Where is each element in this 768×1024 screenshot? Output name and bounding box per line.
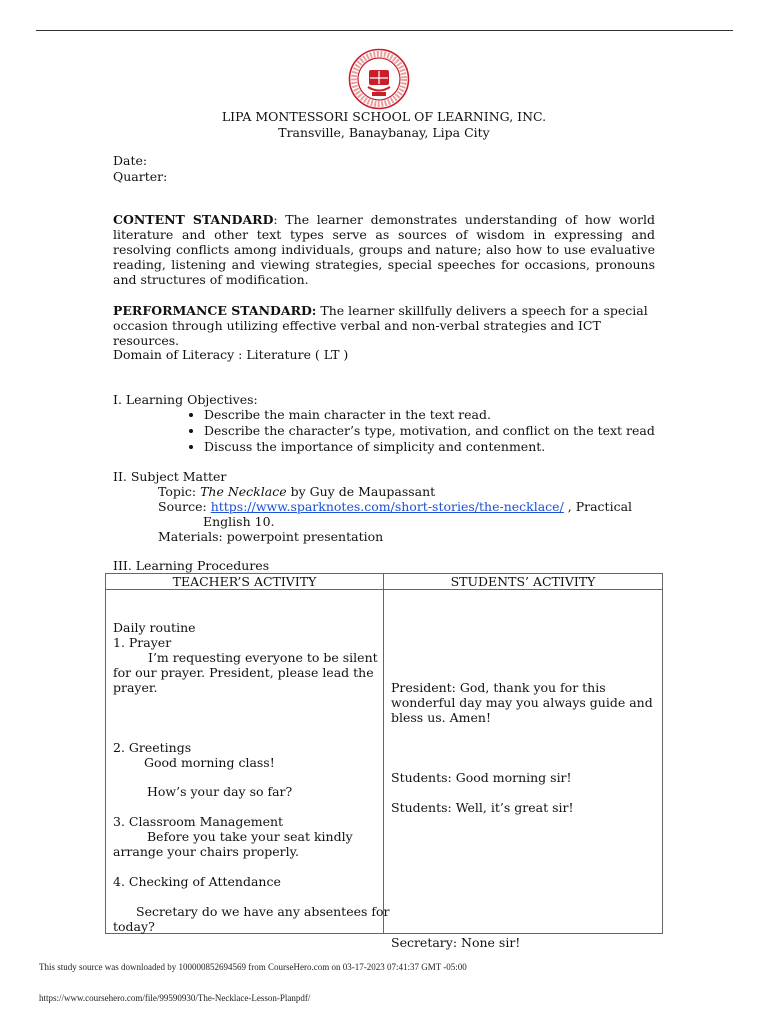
prayer-line-1: I’m requesting everyone to be silent xyxy=(148,650,378,665)
school-name: LIPA MONTESSORI SCHOOL OF LEARNING, INC. xyxy=(221,109,547,124)
content-standard-label: CONTENT STANDARD xyxy=(113,212,274,227)
prayer-line-2: for our prayer. President, please lead the xyxy=(113,665,374,680)
topic-title: The Necklace xyxy=(200,484,287,499)
source-label: Source: xyxy=(158,499,211,514)
school-address: Transville, Banaybanay, Lipa City xyxy=(278,125,490,140)
table-row xyxy=(106,590,663,934)
objectives-heading: I. Learning Objectives: xyxy=(113,392,258,407)
download-note: This study source was downloaded by 100000852694569 from CourseHero.com on 03-17-2023 07:41:37 GMT -05:00 xyxy=(39,962,467,972)
objectives-list xyxy=(180,407,655,455)
performance-standard-label: PERFORMANCE STANDARD: xyxy=(113,303,317,318)
procedures-table xyxy=(105,573,663,950)
objective-item: • Describe the character’s type, motivation, and conflict on the text read xyxy=(204,423,655,439)
students-activity-header: STUDENTS’ ACTIVITY xyxy=(384,574,663,590)
content-standard xyxy=(113,212,655,287)
domain-of-literacy: Domain of Literacy : Literature ( LT ) xyxy=(113,347,349,362)
prayer-line-3: prayer. xyxy=(113,680,158,695)
materials-line: Materials: powerpoint presentation xyxy=(158,529,384,544)
topic-author: by Guy de Maupassant xyxy=(286,484,436,499)
date-label: Date: xyxy=(113,153,148,168)
quarter-label: Quarter: xyxy=(113,169,168,184)
source-link[interactable]: https://www.sparknotes.com/short-stories/the-necklace/ xyxy=(210,499,564,514)
greeting-line-2: How’s your day so far? xyxy=(147,784,293,799)
source-rest: , Practical xyxy=(563,499,633,514)
source-continuation: English 10. xyxy=(203,514,275,529)
objective-item: • Describe the main character in the text read. xyxy=(204,407,655,423)
attendance-line-1: Secretary do we have any absentees for xyxy=(136,904,390,919)
classroom-line-2: arrange your chairs properly. xyxy=(113,844,299,859)
greetings-heading: 2. Greetings xyxy=(113,740,192,755)
topic-label: Topic: xyxy=(158,484,201,499)
student-prayer-line-1: President: God, thank you for this xyxy=(391,680,606,695)
footer-url[interactable]: https://www.coursehero.com/file/99590930/The-Necklace-Lesson-Planpdf/ xyxy=(39,993,311,1003)
performance-standard xyxy=(113,303,655,348)
table-header-row xyxy=(106,574,663,590)
attendance-heading: 4. Checking of Attendance xyxy=(113,874,281,889)
student-greeting-1: Students: Good morning sir! xyxy=(391,770,572,785)
student-prayer-line-3: bless us. Amen! xyxy=(391,710,491,725)
top-rule xyxy=(36,30,733,31)
objective-item: • Discuss the importance of simplicity and contenment. xyxy=(204,439,655,455)
content-standard-text: : The learner demonstrates understanding of how world literature and other text types serve as sources of wisdom in expressing and resolving conflicts among individuals, groups and nature; also how to use evaluative reading, listening and viewing strategies, special speeches for occasions, pronouns and structures of modification. xyxy=(113,212,655,287)
topic-line xyxy=(158,484,435,499)
student-prayer-line-2: wonderful day may you always guide and xyxy=(391,695,653,710)
students-activity-cell xyxy=(384,590,663,950)
prayer-heading: 1. Prayer xyxy=(113,635,172,650)
student-greeting-2: Students: Well, it’s great sir! xyxy=(391,800,574,815)
classroom-management-heading: 3. Classroom Management xyxy=(113,814,284,829)
classroom-line-1: Before you take your seat kindly xyxy=(147,829,353,844)
teacher-activity-header: TEACHER’S ACTIVITY xyxy=(106,574,384,590)
school-seal-logo xyxy=(348,48,410,110)
student-attendance: Secretary: None sir! xyxy=(391,935,521,950)
attendance-line-2: today? xyxy=(113,919,155,934)
daily-routine: Daily routine xyxy=(113,620,196,635)
greeting-line-1: Good morning class! xyxy=(144,755,275,770)
source-line xyxy=(158,499,632,514)
subject-matter-heading: II. Subject Matter xyxy=(113,469,227,484)
procedures-heading: III. Learning Procedures xyxy=(113,558,270,573)
teacher-activity-cell xyxy=(106,590,390,934)
performance-standard-text: The learner skillfully delivers a speech for a special occasion through utilizing effective verbal and non-verbal strategies and ICT resources. xyxy=(113,303,648,348)
